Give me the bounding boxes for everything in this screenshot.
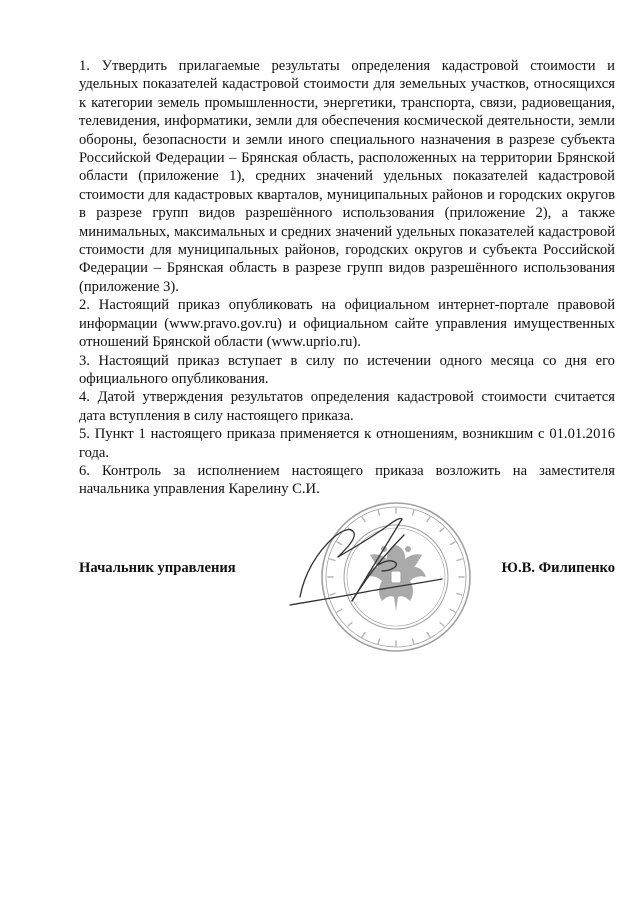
paragraph-text: Датой утверждения результатов определения кадастровой стоимости считается дата вступления в силу настоящего приказа. [79,389,615,424]
paragraph-6 [79,462,615,499]
paragraph-number: 4. [79,389,90,406]
paragraph-number: 3. [79,352,90,369]
paragraph-text: Настоящий приказ вступает в силу по истечении одного месяца со дня его официального опубликования. [79,352,615,387]
paragraph-text: Настоящий приказ опубликовать на официальном интернет-портале правовой информации (www.pravo.gov.ru) и официальном сайте управления имущественных отношений Брянской области (www.uprio.ru). [79,297,616,351]
paragraph-number: 2. [79,297,90,314]
paragraph-text: Пункт 1 настоящего приказа применяется к отношениям, возникшим с 01.01.2016 года. [79,426,615,461]
paragraph-1 [79,57,615,296]
order-body [79,57,615,499]
paragraph-number: 1. [79,58,90,74]
paragraph-5 [79,425,615,462]
paragraph-text: Утвердить прилагаемые результаты определения кадастровой стоимости и удельных показателей кадастровой стоимости для земельных участков, относящихся к категории земель промышленности, энергетики, транспорта, связи, радиовещания, телевидения, информатики, земли для обеспечения космической деятельности, земли обороны, безопасности и земли иного специального назначения в разрезе субъекта Российской Федерации – Брянская область, расположенных на территории Брянской области (приложение 1), средних значений удельных показателей кадастровой стоимости для кадастровых кварталов, муниципальных районов и городских округов в разрезе групп видов разрешённого использования (приложение 2), а также минимальных, максимальных и средних значений удельных показателей кадастровой стоимости для муниципальных районов, городских округов и субъекта Российской Федерации – Брянская область в разрезе групп видов разрешённого использования (приложение 3). [79,58,615,295]
paragraph-4 [79,388,615,425]
paragraph-3 [79,352,615,389]
paragraph-number: 5. [79,426,90,443]
paragraph-2 [79,296,615,351]
signatory-name: Ю.В. Филипенко [501,560,615,576]
signatory-position: Начальник управления [79,560,236,576]
paragraph-number: 6. [79,462,90,479]
paragraph-text: Контроль за исполнением настоящего приказа возложить на заместителя начальника управления Карелину С.И. [79,462,615,498]
signature-block [79,560,615,584]
